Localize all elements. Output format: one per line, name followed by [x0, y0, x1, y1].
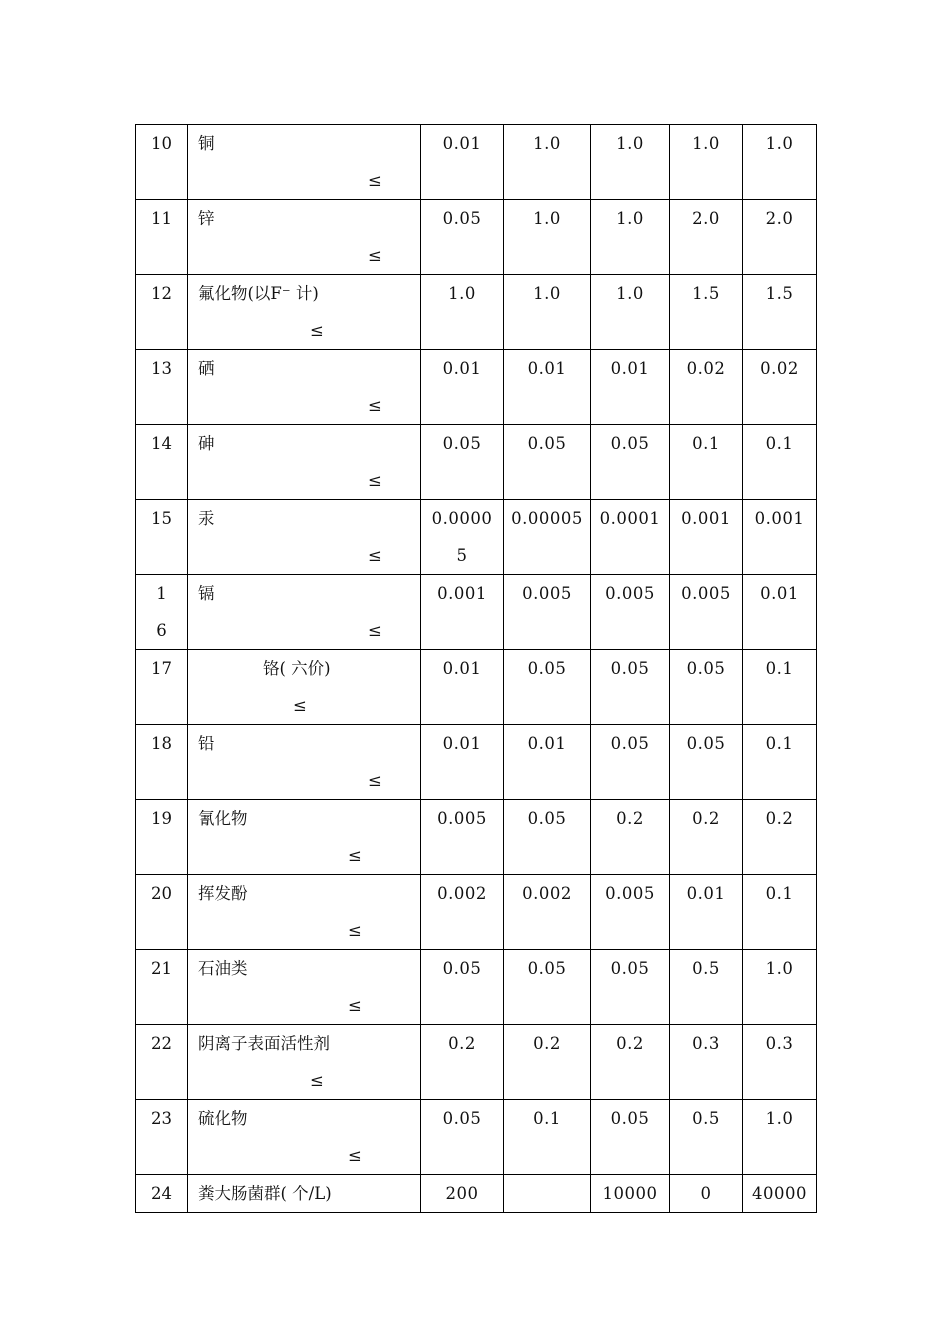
value-cell: 1.0	[504, 125, 591, 200]
table-row	[136, 575, 817, 650]
table-row	[136, 1100, 817, 1175]
parameter-name: 石油类	[198, 959, 248, 978]
parameter-cell	[188, 1025, 421, 1100]
value-cell: 0.5	[670, 1100, 743, 1175]
row-number: 17	[136, 650, 188, 725]
value-cell: 0.3	[743, 1025, 817, 1100]
value-cell: 0.05	[670, 725, 743, 800]
value-cell: 1.0	[421, 275, 504, 350]
value-cell: 0.05	[421, 950, 504, 1025]
value-cell: 0.01	[421, 125, 504, 200]
value-cell: 0.02	[743, 350, 817, 425]
le-symbol: ≤	[348, 996, 362, 1015]
parameter-name: 硒	[198, 359, 215, 378]
table-row	[136, 1025, 817, 1100]
value-cell: 0.01	[504, 725, 591, 800]
le-symbol: ≤	[293, 696, 307, 715]
le-symbol: ≤	[368, 396, 382, 415]
value-cell: 0.1	[504, 1100, 591, 1175]
le-symbol: ≤	[348, 921, 362, 940]
parameter-name: 镉	[198, 584, 215, 603]
parameter-name: 砷	[198, 434, 215, 453]
table-row	[136, 275, 817, 350]
parameter-cell	[188, 1175, 421, 1213]
row-number: 10	[136, 125, 188, 200]
parameter-cell	[188, 350, 421, 425]
value-cell: 0.002	[504, 875, 591, 950]
value-cell: 0.005	[421, 800, 504, 875]
le-symbol: ≤	[368, 621, 382, 640]
row-number: 15	[136, 500, 188, 575]
row-number: 24	[136, 1175, 188, 1213]
value-cell: 0.1	[670, 425, 743, 500]
table-row	[136, 800, 817, 875]
parameter-cell	[188, 125, 421, 200]
value-cell: 0.01	[421, 350, 504, 425]
value-cell: 0.2	[591, 1025, 670, 1100]
value-cell: 0.01	[591, 350, 670, 425]
parameter-cell	[188, 950, 421, 1025]
parameter-name: 挥发酚	[198, 884, 248, 903]
value-cell: 0.3	[670, 1025, 743, 1100]
parameter-name: 铬( 六价)	[263, 659, 331, 678]
value-cell: 0.05	[504, 425, 591, 500]
table-row	[136, 500, 817, 575]
table-row	[136, 350, 817, 425]
table-row	[136, 125, 817, 200]
value-cell: 0.05	[670, 650, 743, 725]
value-cell: 0.001	[743, 500, 817, 575]
parameter-cell	[188, 200, 421, 275]
value-cell: 0.01	[743, 575, 817, 650]
le-symbol: ≤	[310, 1071, 324, 1090]
value-cell: 0.0001	[591, 500, 670, 575]
table-row	[136, 875, 817, 950]
value-cell: 0.05	[591, 950, 670, 1025]
row-number: 18	[136, 725, 188, 800]
value-cell: 0.005	[670, 575, 743, 650]
parameter-name: 阴离子表面活性剂	[198, 1034, 330, 1053]
value-cell: 0.05	[421, 1100, 504, 1175]
parameter-name: 粪大肠菌群( 个/L)	[198, 1184, 332, 1203]
value-cell: 0.05	[504, 800, 591, 875]
value-cell: 0.05	[421, 425, 504, 500]
value-cell: 40000	[743, 1175, 817, 1213]
value-cell: 0.001	[421, 575, 504, 650]
table-row	[136, 1175, 817, 1213]
value-cell: 1.0	[504, 200, 591, 275]
le-symbol: ≤	[348, 1146, 362, 1165]
value-cell: 0.2	[743, 800, 817, 875]
value-cell: 0.002	[421, 875, 504, 950]
parameter-name: 铅	[198, 734, 215, 753]
row-number: 12	[136, 275, 188, 350]
table-row	[136, 725, 817, 800]
value-cell: 1.0	[743, 1100, 817, 1175]
row-number: 14	[136, 425, 188, 500]
parameter-name: 氰化物	[198, 809, 248, 828]
parameter-name: 硫化物	[198, 1109, 248, 1128]
value-cell: 1.0	[591, 125, 670, 200]
parameter-name: 氟化物(以F⁻ 计)	[198, 284, 319, 303]
parameter-name: 锌	[198, 209, 215, 228]
value-cell: 0.01	[670, 875, 743, 950]
parameter-name: 汞	[198, 509, 215, 528]
value-cell: 0.1	[743, 875, 817, 950]
value-cell: 0.05	[504, 950, 591, 1025]
table-row	[136, 950, 817, 1025]
parameter-cell	[188, 800, 421, 875]
parameter-cell	[188, 650, 421, 725]
parameter-cell	[188, 500, 421, 575]
row-number: 19	[136, 800, 188, 875]
table-row	[136, 425, 817, 500]
le-symbol: ≤	[310, 321, 324, 340]
parameter-cell	[188, 575, 421, 650]
le-symbol: ≤	[368, 546, 382, 565]
parameter-cell	[188, 275, 421, 350]
value-cell: 0.05	[591, 650, 670, 725]
value-cell: 1.5	[743, 275, 817, 350]
value-cell: 1.0	[591, 200, 670, 275]
value-cell: 1.5	[670, 275, 743, 350]
value-cell: 2.0	[670, 200, 743, 275]
value-cell: 0.005	[504, 575, 591, 650]
value-cell: 0.2	[591, 800, 670, 875]
value-cell	[504, 1175, 591, 1213]
value-cell: 0.1	[743, 650, 817, 725]
value-cell: 0.01	[421, 650, 504, 725]
table-row	[136, 200, 817, 275]
value-cell: 0.5	[670, 950, 743, 1025]
le-symbol: ≤	[368, 771, 382, 790]
row-number: 13	[136, 350, 188, 425]
value-cell: 0.005	[591, 875, 670, 950]
water-quality-table	[135, 124, 817, 1213]
row-number: 23	[136, 1100, 188, 1175]
value-cell: 1.0	[591, 275, 670, 350]
value-cell: 0.05	[591, 425, 670, 500]
value-cell: 200	[421, 1175, 504, 1213]
row-number: 22	[136, 1025, 188, 1100]
value-cell: 0.001	[670, 500, 743, 575]
value-cell: 2.0	[743, 200, 817, 275]
row-number: 11	[136, 200, 188, 275]
value-cell: 1.0	[504, 275, 591, 350]
parameter-cell	[188, 425, 421, 500]
value-cell: 1.0	[743, 125, 817, 200]
row-number: 16	[136, 575, 188, 650]
parameter-name: 铜	[198, 134, 215, 153]
le-symbol: ≤	[368, 246, 382, 265]
value-cell: 0.2	[504, 1025, 591, 1100]
le-symbol: ≤	[368, 471, 382, 490]
value-cell: 0.00005	[504, 500, 591, 575]
value-cell: 0.05	[591, 1100, 670, 1175]
value-cell: 0.05	[421, 200, 504, 275]
value-cell: 0.05	[504, 650, 591, 725]
value-cell: 0.1	[743, 425, 817, 500]
value-cell: 0.2	[670, 800, 743, 875]
value-cell: 10000	[591, 1175, 670, 1213]
value-cell: 0.01	[421, 725, 504, 800]
value-cell: 1.0	[670, 125, 743, 200]
parameter-cell	[188, 1100, 421, 1175]
le-symbol: ≤	[368, 171, 382, 190]
parameter-cell	[188, 725, 421, 800]
value-cell: 0.2	[421, 1025, 504, 1100]
value-cell: 0.02	[670, 350, 743, 425]
row-number: 21	[136, 950, 188, 1025]
value-cell: 0.1	[743, 725, 817, 800]
table-row	[136, 650, 817, 725]
value-cell: 1.0	[743, 950, 817, 1025]
value-cell: 0.005	[591, 575, 670, 650]
value-cell: 0.00005	[421, 500, 504, 575]
row-number: 20	[136, 875, 188, 950]
parameter-cell	[188, 875, 421, 950]
value-cell: 0	[670, 1175, 743, 1213]
le-symbol: ≤	[348, 846, 362, 865]
value-cell: 0.01	[504, 350, 591, 425]
value-cell: 0.05	[591, 725, 670, 800]
